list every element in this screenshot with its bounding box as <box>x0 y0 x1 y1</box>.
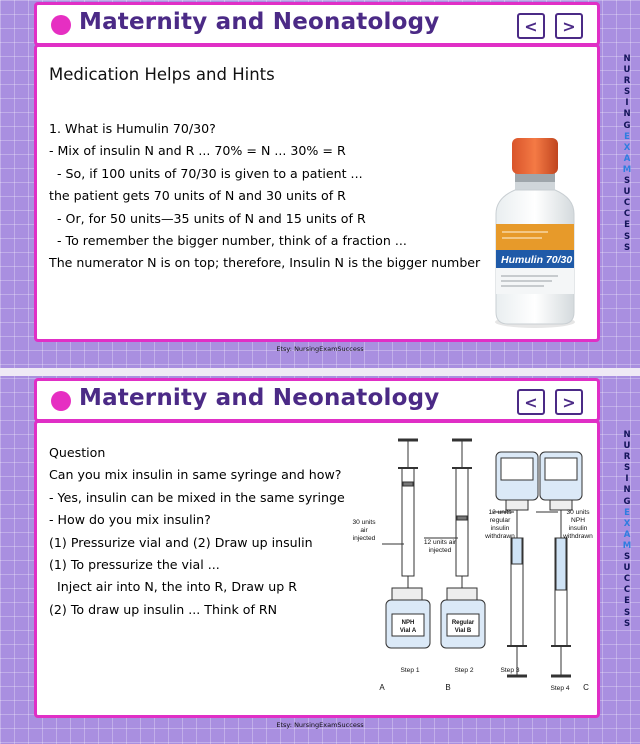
side-letter: C <box>623 574 631 585</box>
label-nph-withdrawn: insulin <box>568 525 588 532</box>
side-letter: N <box>623 430 631 440</box>
side-letter: X <box>623 142 631 153</box>
side-letter: S <box>623 231 631 242</box>
vial-b-label: Vial B <box>454 628 472 634</box>
side-letter: E <box>624 220 630 231</box>
panel-label: B <box>445 683 451 692</box>
side-letter: A <box>623 529 631 540</box>
vial-a-label: Vial A <box>399 628 417 634</box>
side-letter: S <box>623 242 631 253</box>
slide-divider <box>0 368 640 376</box>
footer-credit: Etsy: NursingExamSuccess <box>276 345 364 353</box>
side-letter: N <box>623 485 631 496</box>
side-letter: G <box>623 496 631 507</box>
side-letter: A <box>623 153 631 164</box>
label-air-12: 12 units air <box>423 539 457 546</box>
side-brand-letters <box>620 54 634 254</box>
slide-title: Maternity and Neonatology <box>79 385 440 411</box>
label-regular-withdrawn: insulin <box>490 525 510 532</box>
insulin-mixing-diagram <box>340 438 610 698</box>
side-letter: S <box>623 607 631 618</box>
content-lines <box>49 121 480 278</box>
content-lines <box>49 445 345 624</box>
content-line: Can you mix insulin in same syringe and how? <box>49 467 342 483</box>
vial-label: Humulin 70/30 <box>501 254 573 266</box>
content-line: - How do you mix insulin? <box>49 512 211 528</box>
step-label: Step 3 <box>500 667 520 674</box>
slide-header <box>34 2 600 46</box>
side-letter: M <box>622 540 632 551</box>
step-label: Step 2 <box>454 667 474 674</box>
step-label: Step 4 <box>550 685 570 692</box>
side-letter: U <box>623 187 631 198</box>
prev-button[interactable]: < <box>517 13 545 39</box>
slide-header <box>34 378 600 422</box>
label-nph-withdrawn: 30 units <box>566 509 590 516</box>
section-heading: Medication Helps and Hints <box>49 65 275 84</box>
label-air-30: 30 units <box>352 519 376 526</box>
content-line: - Mix of insulin N and R ... 70% = N ... 30% = R <box>49 143 346 159</box>
label-nph-withdrawn: withdrawn <box>563 533 593 540</box>
label-air-12: injected <box>428 547 452 554</box>
side-letter: I <box>625 98 629 109</box>
slide-title: Maternity and Neonatology <box>79 9 440 35</box>
content-line: - So, if 100 units of 70/30 is given to a patient ... <box>57 165 363 181</box>
content-line: Question <box>49 445 106 460</box>
content-line: the patient gets 70 units of N and 30 units of R <box>49 188 346 204</box>
side-brand-letters <box>620 430 634 630</box>
side-letter: N <box>623 109 631 120</box>
side-letter: C <box>623 585 631 596</box>
side-letter: S <box>623 552 631 563</box>
label-air-30: air <box>360 527 368 534</box>
slide-1 <box>0 0 640 368</box>
side-letter: S <box>623 618 631 629</box>
side-letter: E <box>624 131 630 142</box>
panel-label: C <box>583 683 589 692</box>
side-letter: S <box>623 87 631 98</box>
side-letter: C <box>623 209 631 220</box>
side-letter: N <box>623 54 631 64</box>
side-letter: M <box>622 164 632 175</box>
label-regular-withdrawn: 12 units <box>488 509 512 516</box>
side-letter: G <box>623 120 631 131</box>
side-letter: R <box>623 452 631 463</box>
vial-b-label: Regular <box>451 620 475 626</box>
bullet-dot-icon <box>51 15 71 35</box>
side-letter: E <box>624 507 630 518</box>
content-line: - Or, for 50 units—35 units of N and 15 units of R <box>57 210 366 226</box>
content-line: The numerator N is on top; therefore, Insulin N is the bigger number <box>49 255 481 271</box>
content-line: 1. What is Humulin 70/30? <box>49 121 216 136</box>
next-button[interactable]: > <box>555 389 583 415</box>
content-line: Inject air into N, the into R, Draw up R <box>57 579 297 595</box>
side-letter: R <box>623 76 631 87</box>
content-line: (1) To pressurize the vial ... <box>49 556 220 572</box>
prev-button[interactable]: < <box>517 389 545 415</box>
side-letter: S <box>623 176 631 187</box>
side-letter: U <box>623 441 631 452</box>
side-letter: X <box>623 518 631 529</box>
side-letter: E <box>624 596 630 607</box>
step-label: Step 1 <box>400 667 420 674</box>
label-regular-withdrawn: regular <box>489 517 511 524</box>
next-button[interactable]: > <box>555 13 583 39</box>
humulin-vial-image <box>488 132 582 332</box>
footer-credit: Etsy: NursingExamSuccess <box>276 721 364 729</box>
side-letter: I <box>625 474 629 485</box>
side-letter: S <box>623 463 631 474</box>
side-letter: U <box>623 563 631 574</box>
side-letter: C <box>623 198 631 209</box>
side-letter: U <box>623 65 631 76</box>
label-regular-withdrawn: withdrawn <box>485 533 515 540</box>
content-line: (2) To draw up insulin ... Think of RN <box>49 601 278 617</box>
label-air-30: injected <box>352 535 376 542</box>
content-line: - Yes, insulin can be mixed in the same syringe <box>49 489 345 505</box>
vial-a-label: NPH <box>401 620 415 626</box>
content-line: - To remember the bigger number, think of a fraction ... <box>57 232 407 248</box>
content-line: (1) Pressurize vial and (2) Draw up insulin <box>49 534 313 550</box>
label-nph-withdrawn: NPH <box>571 517 585 524</box>
bullet-dot-icon <box>51 391 71 411</box>
panel-label: A <box>379 683 385 692</box>
